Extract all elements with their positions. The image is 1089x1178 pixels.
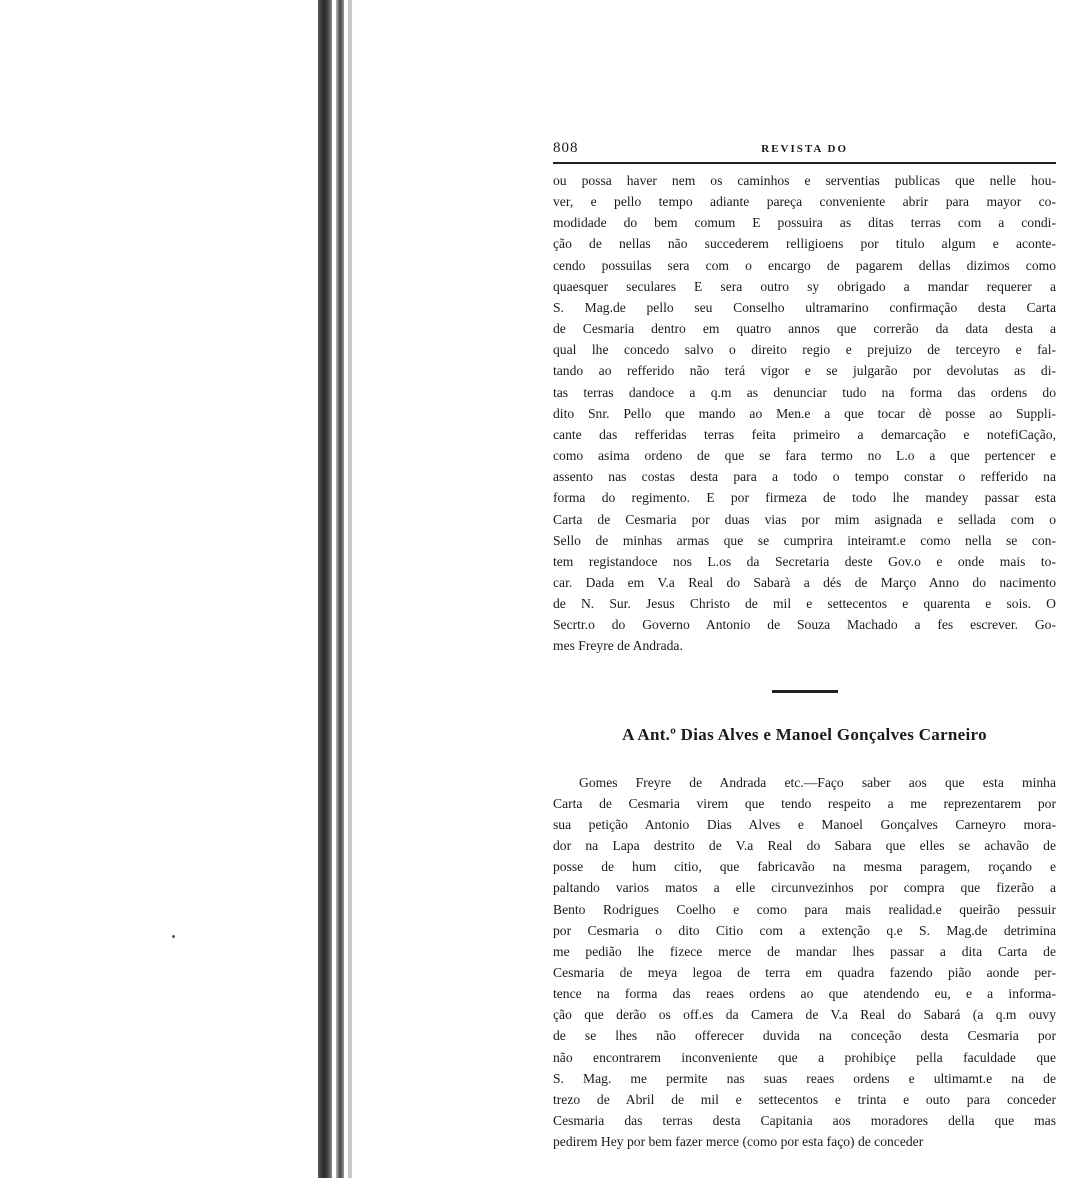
text-line: ver, e pello tempo adiante pareça conveniente abrir para mayor co- (553, 194, 1056, 210)
text-line: por Cesmaria o dito Citio com a extenção q.e S. Mag.de detrimina (553, 922, 1056, 938)
text-line: Carta de Cesmaria virem que tendo respeito a me reprezentarem por (553, 795, 1056, 811)
text-line: tence na forma das reaes ordens ao que atendendo eu, e a informa- (553, 986, 1056, 1002)
text-line: não encontrarem inconveniente que a prohibiçe pella faculdade que (553, 1049, 1056, 1065)
text-line: Bento Rodrigues Coelho e como para mais realidad.e queirão pessuir (553, 901, 1056, 917)
text-line: tas terras dandoce a q.m as denunciar tudo na forma das ordens do (553, 384, 1056, 400)
text-line: tem registandoce nos L.os da Secretaria deste Gov.o e onde mais to- (553, 553, 1056, 569)
text-line: sua petição Antonio Dias Alves e Manoel Gonçalves Carneyro mora- (553, 816, 1056, 832)
page-header (553, 140, 1056, 164)
text-line: Carta de Cesmaria por duas vias por mim asignada e sellada com o (553, 511, 1056, 527)
text-line: dito Snr. Pello que mando ao Men.e a que tocar dè posse ao Suppli- (553, 405, 1056, 421)
text-line: de N. Sur. Jesus Christo de mil e settecentos e quarenta e sois. O (553, 596, 1056, 612)
text-line: S. Mag.de pello seu Conselho ultramarino confirmação desta Carta (553, 299, 1056, 315)
text-line: car. Dada em V.a Real do Sabarà a dés de Março Anno do nacimento (553, 574, 1056, 590)
text-line: modidade do bem comum E possuira as ditas terras com a condi- (553, 215, 1056, 231)
text-line: como asima ordeno de que se fara termo no L.o a que pertencer e (553, 448, 1056, 464)
page-binding-shadow (318, 0, 332, 1178)
text-line: qual lhe concedo salvo o direito regio e prejuizo de terceyro e fal- (553, 342, 1056, 358)
text-line: de se lhes não offerecer duvida na conceção desta Cesmaria por (553, 1028, 1056, 1044)
text-line: mes Freyre de Andrada. (553, 638, 683, 654)
text-line: dor na Lapa destrito de V.a Real do Sabara que elles se achavão de (553, 838, 1056, 854)
page-binding-edge (336, 0, 344, 1178)
text-line: Secrtr.o do Governo Antonio de Souza Machado a fes escrever. Go- (553, 617, 1056, 633)
text-line: ção de nellas não succederem relligioens por titulo algum e aconte- (553, 236, 1056, 252)
text-line: cante das refferidas terras feita primeiro a demarcação e notefiCação, (553, 426, 1056, 442)
text-line: quaesquer seculares E sera outro sy obrigado a mandar requerer a (553, 278, 1056, 294)
text-line: assento nas costas desta para a todo o tempo constar o refferido na (553, 469, 1056, 485)
section-separator (772, 690, 838, 693)
text-line: cendo possuilas sera com o encargo de pagarem dellas dizimos como (553, 257, 1056, 273)
text-line: forma do regimento. E por firmeza de todo lhe mandey passar esta (553, 490, 1056, 506)
section-title: A Ant.º Dias Alves e Manoel Gonçalves Carneiro (622, 724, 987, 744)
text-line: Gomes Freyre de Andrada etc.—Faço saber aos que esta minha (579, 774, 1056, 790)
page-binding-margin (348, 0, 352, 1178)
text-line: Cesmaria das terras desta Capitania aos moradores della que mas (553, 1113, 1056, 1129)
text-line: trezo de Abril de mil e settecentos e trinta e outo para conceder (553, 1091, 1056, 1107)
scan-speck (172, 935, 175, 938)
text-line: S. Mag. me permite nas suas reaes ordens e ultimamt.e na de (553, 1070, 1056, 1086)
text-line: posse de hum citio, que fabricavão na mesma paragem, roçando e (553, 859, 1056, 875)
text-line: ção que derão os off.es da Camera de V.a Real do Sabará (a q.m ouvy (553, 1007, 1056, 1023)
page-number: 808 (553, 140, 579, 156)
text-line: Sello de minhas armas que se cumprira inteiramt.e como nella se con- (553, 532, 1056, 548)
text-line: paltando varios matos a elle circunvezinhos por compra que fizerão a (553, 880, 1056, 896)
text-line: me pedião lhe fizece merce de mandar lhes passar a dita Carta de (553, 943, 1056, 959)
first-text-block (553, 170, 1056, 657)
book-page (553, 140, 1056, 1152)
second-text-block (553, 772, 1056, 1153)
text-line: tando ao refferido não terá vigor e se julgarão por devolutas as di- (553, 363, 1056, 379)
text-line: Cesmaria de meya legoa de terra em quadra fazendo pião aonde per- (553, 965, 1056, 980)
text-line: pedirem Hey por bem fazer merce (como por esta faço) de conceder (553, 1134, 924, 1150)
running-title: REVISTA DO (761, 143, 848, 155)
text-line: de Cesmaria dentro em quatro annos que correrão da data desta a (553, 321, 1056, 337)
text-line: ou possa haver nem os caminhos e serventias publicas que nelle hou- (553, 173, 1056, 188)
